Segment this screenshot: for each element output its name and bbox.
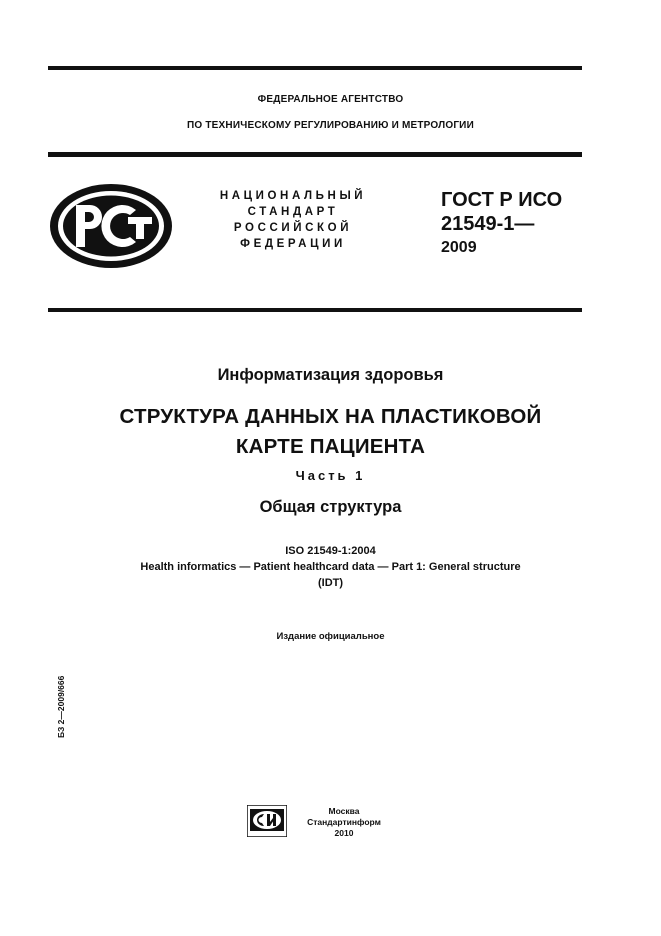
national-line-1: НАЦИОНАЛЬНЫЙ [219,190,367,202]
national-line-2: СТАНДАРТ [247,206,339,218]
block-rule [48,308,582,312]
iso-number: ISO 21549-1:2004 [285,545,376,557]
gost-year: 2009 [441,239,477,256]
main-title-line-1: СТРУКТУРА ДАННЫХ НА ПЛАСТИКОВОЙ [119,405,542,428]
subtitle: Общая структура [259,498,402,516]
national-line-3: РОССИЙСКОЙ [233,222,353,234]
gost-line-2: 21549-1— [441,213,535,235]
edition-label: Издание официальное [276,631,385,642]
part-label: Часть 1 [295,468,366,483]
gost-line-1: ГОСТ Р ИСО [441,189,563,211]
gost-designation [441,188,562,260]
national-standard-label [188,188,398,252]
publisher-year: 2010 [334,828,354,838]
main-title-line-2: КАРТЕ ПАЦИЕНТА [235,435,426,458]
header-rule [48,152,582,157]
iso-english-title: Health informatics — Patient healthcard data — Part 1: General structure [140,561,521,573]
agency-line-1: ФЕДЕРАЛЬНОЕ АГЕНТСТВО [257,94,404,105]
standartinform-logo-icon [247,805,287,837]
iso-idt: (IDT) [317,577,344,589]
top-rule [48,66,582,70]
agency-line-2: ПО ТЕХНИЧЕСКОМУ РЕГУЛИРОВАНИЮ И МЕТРОЛОГИИ [187,120,474,131]
national-line-4: ФЕДЕРАЦИИ [240,238,346,250]
rst-logo-icon [48,182,174,270]
publisher-city: Москва [328,806,360,816]
publisher-name: Стандартинформ [307,817,381,827]
side-code: БЗ 2—2009/666 [56,675,66,738]
publisher-info [292,806,396,839]
category-title: Информатизация здоровья [217,366,444,384]
